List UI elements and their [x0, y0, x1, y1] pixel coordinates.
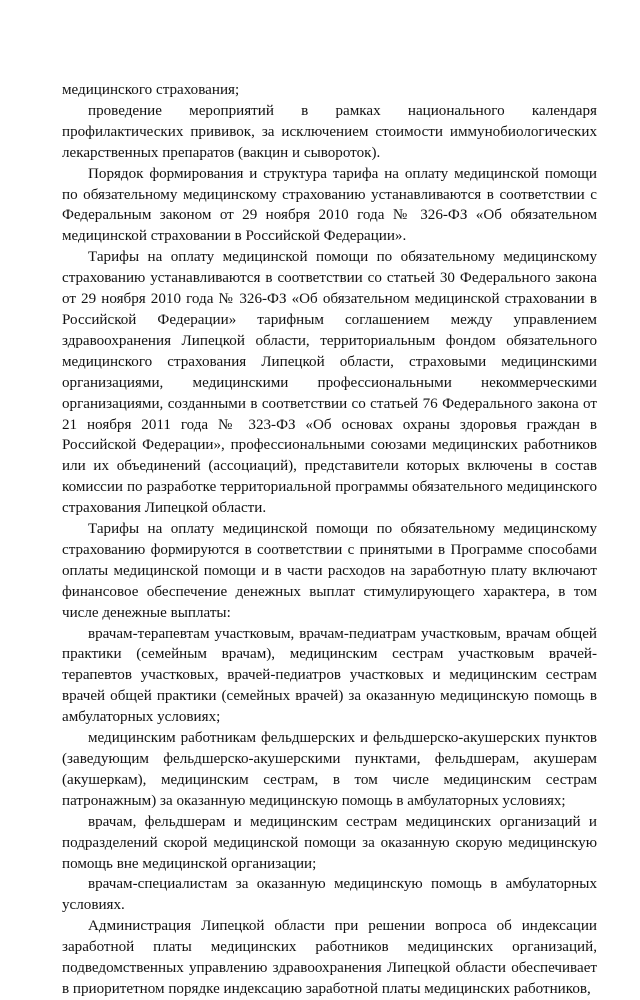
- paragraph-vaccination-calendar: проведение мероприятий в рамках национального календаря профилактических прививок, за исключением стоимости иммунобиологических лекарственных препаратов (вакцин и сывороток).: [62, 102, 597, 161]
- paragraph-tariff-formation: Тарифы на оплату медицинской помощи по обязательному медицинскому страхованию формируются в соответствии с принятыми в Программе способами оплаты медицинской помощи и в части расходов на заработную плату включают финансовое обеспечение денежных выплат стимулирующего характера, в том числе денежные выплаты:: [62, 521, 597, 621]
- paragraph-payments-specialists: врачам-специалистам за оказанную медицинскую помощь в амбулаторных условиях.: [62, 876, 597, 914]
- paragraph-salary-indexation: Администрация Липецкой области при решении вопроса об индексации заработной платы медицинских работников медицинских организаций, подведомственных управлению здравоохранения Липецкой области обеспечивает в приоритетном порядке индексацию заработной платы медицинских работников,: [62, 918, 597, 997]
- paragraph-payments-district-doctors: врачам-терапевтам участковым, врачам-педиатрам участковым, врачам общей практики (семейным врачам), медицинским сестрам участковым врачей-терапевтов участковых, врачей-педиатров участковых и медицинским сестрам врачей общей практики (семейных врачей) за оказанную медицинскую помощь в амбулаторных условиях;: [62, 625, 597, 726]
- paragraph-payments-feldsher-points: медицинским работникам фельдшерских и фельдшерско-акушерских пунктов (заведующим фельдшерско-акушерскими пунктами, фельдшерам, акушерам (акушеркам), медицинским сестрам, в том числе медицинским сестрам патронажным) за оказанную медицинскую помощь в амбулаторных условиях;: [62, 730, 597, 809]
- paragraph-tariff-structure: Порядок формирования и структура тарифа на оплату медицинской помощи по обязательному медицинскому страхованию устанавливаются в соответствии с Федеральным законом от 29 ноября 2010 года № 326-ФЗ «Об обязательном медицинской страховании в Российской Федерации».: [62, 165, 597, 245]
- paragraph-payments-emergency-care: врачам, фельдшерам и медицинским сестрам медицинских организаций и подразделений скорой медицинской помощи за оказанную скорую медицинскую помощь вне медицинской организации;: [62, 813, 597, 872]
- paragraph-continuation: медицинского страхования;: [62, 82, 240, 98]
- paragraph-tariff-agreement: Тарифы на оплату медицинской помощи по обязательному медицинскому страхованию устанавливаются в соответствии со статьей 30 Федерального закона от 29 ноября 2010 года № 326-ФЗ «Об обязательном медицинской страховании в Российской Федерации» тарифным соглашением между управлением здравоохранения Липецкой области, территориальным фондом обязательного медицинского страхования Липецкой области, страховыми медицинскими организациями, медицинскими профессиональными некоммерческими организациями, созданными в соответствии со статьей 76 Федерального закона от 21 ноября 2011 года № 323-ФЗ «Об основах охраны здоровья граждан в Российской Федерации», профессиональными союзами медицинских работников или их объединений (ассоциаций), представители которых включены в состав комиссии по разработке территориальной программы обязательного медицинского страхования Липецкой области.: [62, 249, 597, 517]
- document-page: [62, 80, 597, 1000]
